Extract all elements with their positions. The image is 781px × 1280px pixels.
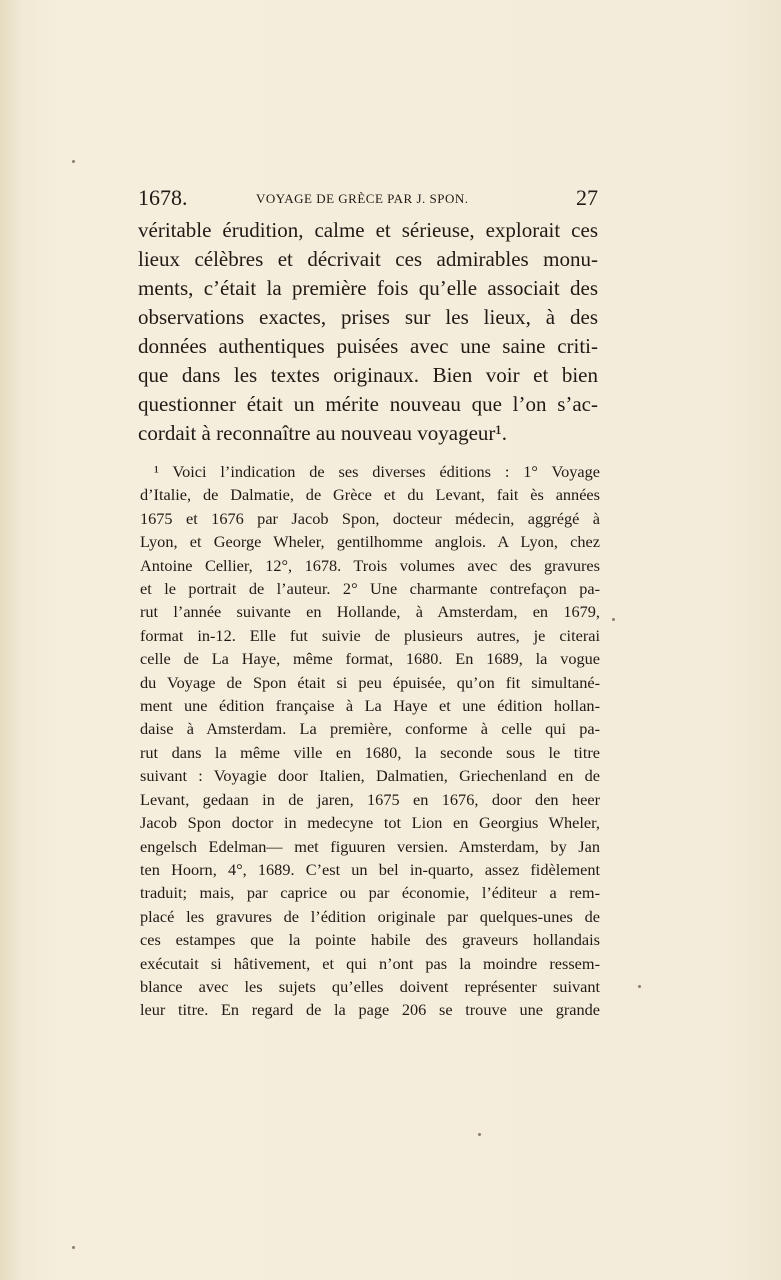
footnote-line: engelsch Edelman— met figuuren versien. Amsterdam, by Jan <box>140 836 600 856</box>
body-line: cordait à reconnaître au nouveau voyageur¹. <box>138 421 507 445</box>
footnote-line: Levant, gedaan in de jaren, 1675 en 1676, door den heer <box>140 789 600 809</box>
footnote-line: ¹ Voici l’indication de ses diverses éditions : 1° Voyage <box>154 462 600 481</box>
footnote-line: blance avec les sujets qu’elles doivent représenter suivant <box>140 976 600 996</box>
footnote-line: d’Italie, de Dalmatie, de Grèce et du Levant, fait ès années <box>140 485 600 505</box>
footnote-line: Lyon, et George Wheler, gentilhomme anglois. A Lyon, chez <box>140 532 600 552</box>
footnote-line: Jacob Spon doctor in medecyne tot Lion en Georgius Wheler, <box>140 813 600 833</box>
footnote-line: leur titre. En regard de la page 206 se trouve une grande <box>140 1000 600 1020</box>
footnote-line: suivant : Voyagie door Italien, Dalmatien, Griechenland en de <box>140 766 600 786</box>
body-line: lieux célèbres et décrivait ces admirables monu- <box>138 247 598 271</box>
footnote-line: du Voyage de Spon était si peu épuisée, qu’on fit simultané- <box>140 672 600 692</box>
body-line: ments, c’était la première fois qu’elle associait des <box>138 276 598 300</box>
footnote-line: exécutait si hâtivement, et qui n’ont pas la moindre ressem- <box>140 953 600 973</box>
footnote-line: Antoine Cellier, 12°, 1678. Trois volumes avec des gravures <box>140 555 600 575</box>
footnote <box>140 460 600 1022</box>
footnote-line: rut dans la même ville en 1680, la seconde sous le titre <box>140 742 600 762</box>
main-text <box>138 216 598 448</box>
body-line: questionner était un mérite nouveau que l’on s’ac- <box>138 392 598 416</box>
footnote-line: 1675 et 1676 par Jacob Spon, docteur médecin, aggrégé à <box>140 508 600 528</box>
running-header <box>138 185 598 211</box>
speck <box>72 1246 75 1249</box>
year-heading: 1678. <box>138 185 188 210</box>
footnote-line: celle de La Haye, même format, 1680. En 1689, la vogue <box>140 649 600 669</box>
footnote-line: ment une édition française à La Haye et une édition hollan- <box>140 696 600 716</box>
body-line: données authentiques puisées avec une saine criti- <box>138 334 598 358</box>
footnote-line: et le portrait de l’auteur. 2° Une charmante contrefaçon pa- <box>140 579 600 599</box>
footnote-line: ces estampes que la pointe habile des graveurs hollandais <box>140 930 600 950</box>
body-line: que dans les textes originaux. Bien voir et bien <box>138 363 598 387</box>
footnote-line: daise à Amsterdam. La première, conforme à celle qui pa- <box>140 719 600 739</box>
speck <box>72 160 75 163</box>
body-line: véritable érudition, calme et sérieuse, explorait ces <box>138 218 598 242</box>
speck <box>612 618 615 621</box>
speck <box>638 985 641 988</box>
footnote-line: rut l’année suivante en Hollande, à Amsterdam, en 1679, <box>140 602 600 622</box>
page-number: 27 <box>576 185 598 210</box>
body-line: observations exactes, prises sur les lieux, à des <box>138 305 598 329</box>
running-title: VOYAGE DE GRÈCE PAR J. SPON. <box>256 191 469 206</box>
footnote-line: ten Hoorn, 4°, 1689. C’est un bel in-quarto, assez fidèlement <box>140 859 600 879</box>
footnote-line: traduit; mais, par caprice ou par économie, l’éditeur a rem- <box>140 883 600 903</box>
speck <box>478 1133 481 1136</box>
footnote-line: format in-12. Elle fut suivie de plusieurs autres, je citerai <box>140 625 600 645</box>
footnote-line: placé les gravures de l’édition originale par quelques-unes de <box>140 906 600 926</box>
